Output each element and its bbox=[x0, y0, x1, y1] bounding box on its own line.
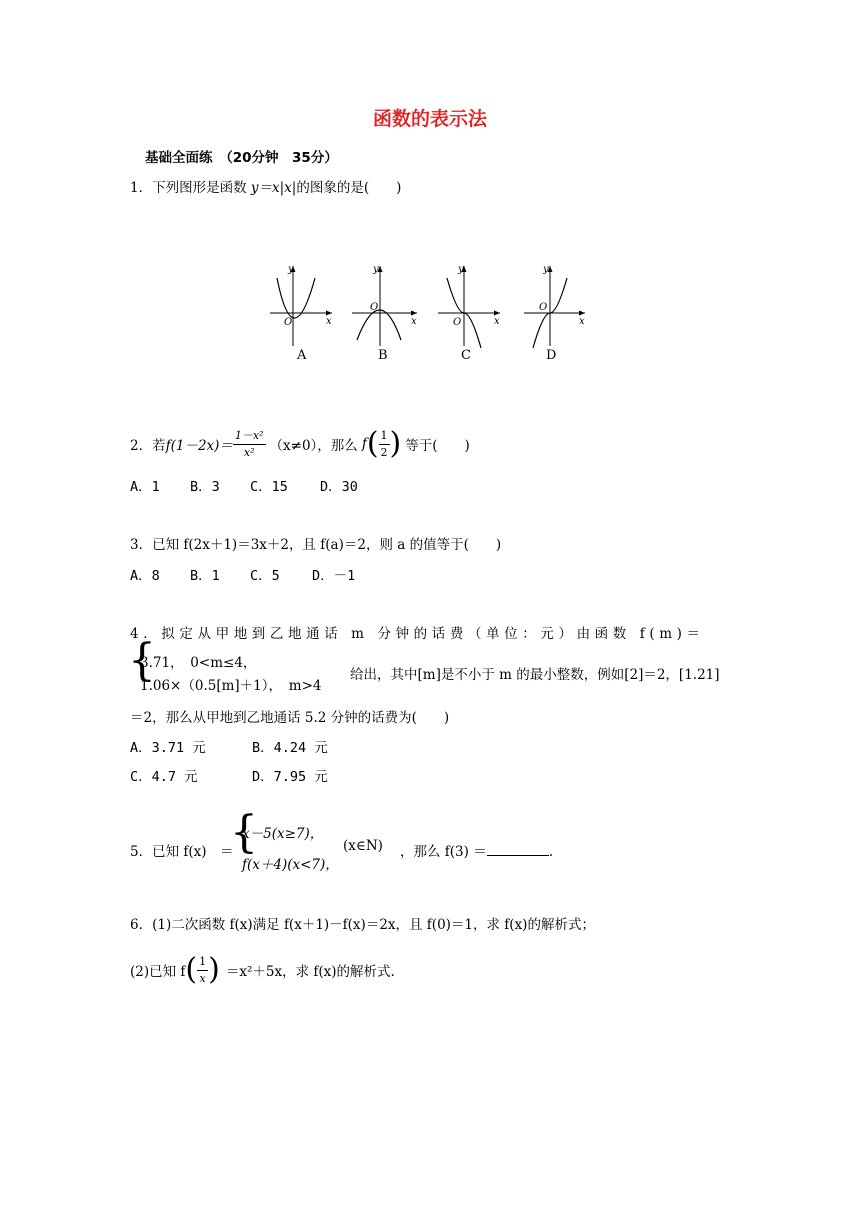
q2-arg-num: 1 bbox=[379, 428, 390, 445]
q6-part2-prefix: (2)已知 f bbox=[130, 964, 186, 980]
question-1 bbox=[130, 176, 401, 196]
q2-cond: （x≠0），那么 bbox=[269, 438, 358, 454]
q1-formula: y＝x|x| bbox=[250, 180, 297, 196]
q2-option-a: A．1 bbox=[130, 479, 160, 495]
q4-option-d: D．7.95 元 bbox=[252, 769, 328, 785]
question-6-part-2 bbox=[130, 945, 395, 995]
page-title: 函数的表示法 bbox=[372, 108, 487, 130]
q2-lhs: f(1－2x)＝ bbox=[165, 438, 233, 454]
graph-c-y-label: y bbox=[458, 264, 464, 275]
q2-frac-den: x² bbox=[243, 445, 255, 459]
q4-brace: { bbox=[128, 635, 156, 686]
q5-case-2: f(x＋4)(x<7)， bbox=[242, 857, 339, 873]
q2-arg-fraction bbox=[379, 428, 390, 461]
q2-f: f bbox=[361, 436, 367, 452]
q6-right-paren: ) bbox=[208, 952, 220, 987]
q2-right-paren: ) bbox=[389, 426, 402, 461]
q2-option-d: D．30 bbox=[320, 479, 358, 495]
q2-suffix: 等于( ) bbox=[405, 438, 470, 454]
graph-d bbox=[524, 264, 585, 363]
q4-case-2: 1.06×（0.5[m]＋1）， m>4 bbox=[140, 678, 322, 694]
section-heading: 基础全面练 （20分钟 35分） bbox=[145, 150, 338, 166]
q6-left-paren: ( bbox=[185, 952, 198, 987]
graph-a-y-label: y bbox=[288, 264, 294, 275]
q2-frac-num: 1－x² bbox=[233, 428, 266, 445]
q4-after-cases: 给出，其中[m]是不小于 m 的最小整数，例如[2]＝2，[1.21] bbox=[350, 667, 720, 683]
q5-prefix: 5．已知 f(x) ＝ bbox=[130, 844, 234, 860]
q3-option-d: D．－1 bbox=[312, 568, 356, 584]
question-4-line3: ＝2，那么从甲地到乙地通话 5.2 分钟的话费为( ) bbox=[130, 710, 450, 726]
graph-a bbox=[270, 264, 332, 363]
q1-text-after: 的图象的是( ) bbox=[296, 180, 402, 196]
q2-fraction bbox=[233, 428, 266, 461]
q6-arg-num: 1 bbox=[197, 954, 208, 971]
graph-b bbox=[352, 264, 417, 363]
graph-b-y-label: y bbox=[373, 264, 379, 275]
q2-left-paren: ( bbox=[366, 426, 379, 461]
graph-d-y-label: y bbox=[543, 264, 549, 275]
question-2 bbox=[130, 424, 470, 464]
q2-arg-den: 2 bbox=[380, 445, 388, 459]
q6-arg-fraction bbox=[197, 954, 208, 987]
q5-answer-blank bbox=[487, 843, 549, 856]
q4-option-a: A．3.71 元 bbox=[130, 740, 206, 756]
q4-case-1: 3.71， 0<m≤4， bbox=[140, 655, 257, 671]
graph-d-origin: O bbox=[539, 302, 548, 313]
q3-option-c: C．5 bbox=[250, 568, 280, 584]
q5-case-1: x－5(x≥7)， bbox=[242, 826, 324, 842]
question-6-part-1: 6．(1)二次函数 f(x)满足 f(x＋1)－f(x)＝2x，且 f(0)＝1，求 f(x)的解析式； bbox=[130, 917, 595, 933]
q2-prefix: 2．若 bbox=[130, 438, 166, 454]
question-3: 3．已知 f(2x＋1)＝3x＋2，且 f(a)＝2，则 a 的值等于( ) bbox=[130, 537, 502, 553]
q6-part2-suffix: ＝x²＋5x，求 f(x)的解析式. bbox=[225, 964, 395, 980]
graph-c-x-label: x bbox=[494, 316, 500, 327]
graph-c bbox=[438, 264, 500, 363]
graph-c-label: C bbox=[461, 348, 471, 363]
question-4-line1: 4．拟定从甲地到乙地通话 m 分钟的话费（单位：元）由函数 f(m)＝ bbox=[130, 626, 705, 642]
q2-option-b: B．3 bbox=[190, 479, 220, 495]
q2-option-c: C．15 bbox=[250, 479, 288, 495]
graph-b-origin: O bbox=[370, 302, 379, 313]
q3-option-b: B．1 bbox=[190, 568, 220, 584]
q6-arg-den: x bbox=[199, 971, 206, 985]
q1-text-before: 1．下列图形是函数 bbox=[130, 180, 251, 196]
q5-end: . bbox=[548, 844, 553, 860]
graph-b-x-label: x bbox=[411, 316, 417, 327]
graph-a-origin: O bbox=[284, 317, 293, 328]
q5-suffix-line bbox=[400, 840, 553, 860]
graph-a-x-label: x bbox=[326, 316, 332, 327]
q1-graphs bbox=[260, 258, 600, 368]
q4-option-c: C．4.7 元 bbox=[130, 769, 198, 785]
q5-domain: (x∈N) bbox=[343, 838, 383, 854]
graph-b-label: B bbox=[378, 348, 388, 363]
q4-option-b: B．4.24 元 bbox=[252, 740, 328, 756]
q3-option-a: A．8 bbox=[130, 568, 160, 584]
graph-a-label: A bbox=[297, 348, 307, 363]
graph-c-origin: O bbox=[453, 317, 462, 328]
graph-d-x-label: x bbox=[579, 316, 585, 327]
q5-brace: { bbox=[230, 807, 258, 858]
q5-suffix: ，那么 f(3) ＝ bbox=[400, 844, 487, 860]
graph-d-label: D bbox=[546, 348, 557, 363]
